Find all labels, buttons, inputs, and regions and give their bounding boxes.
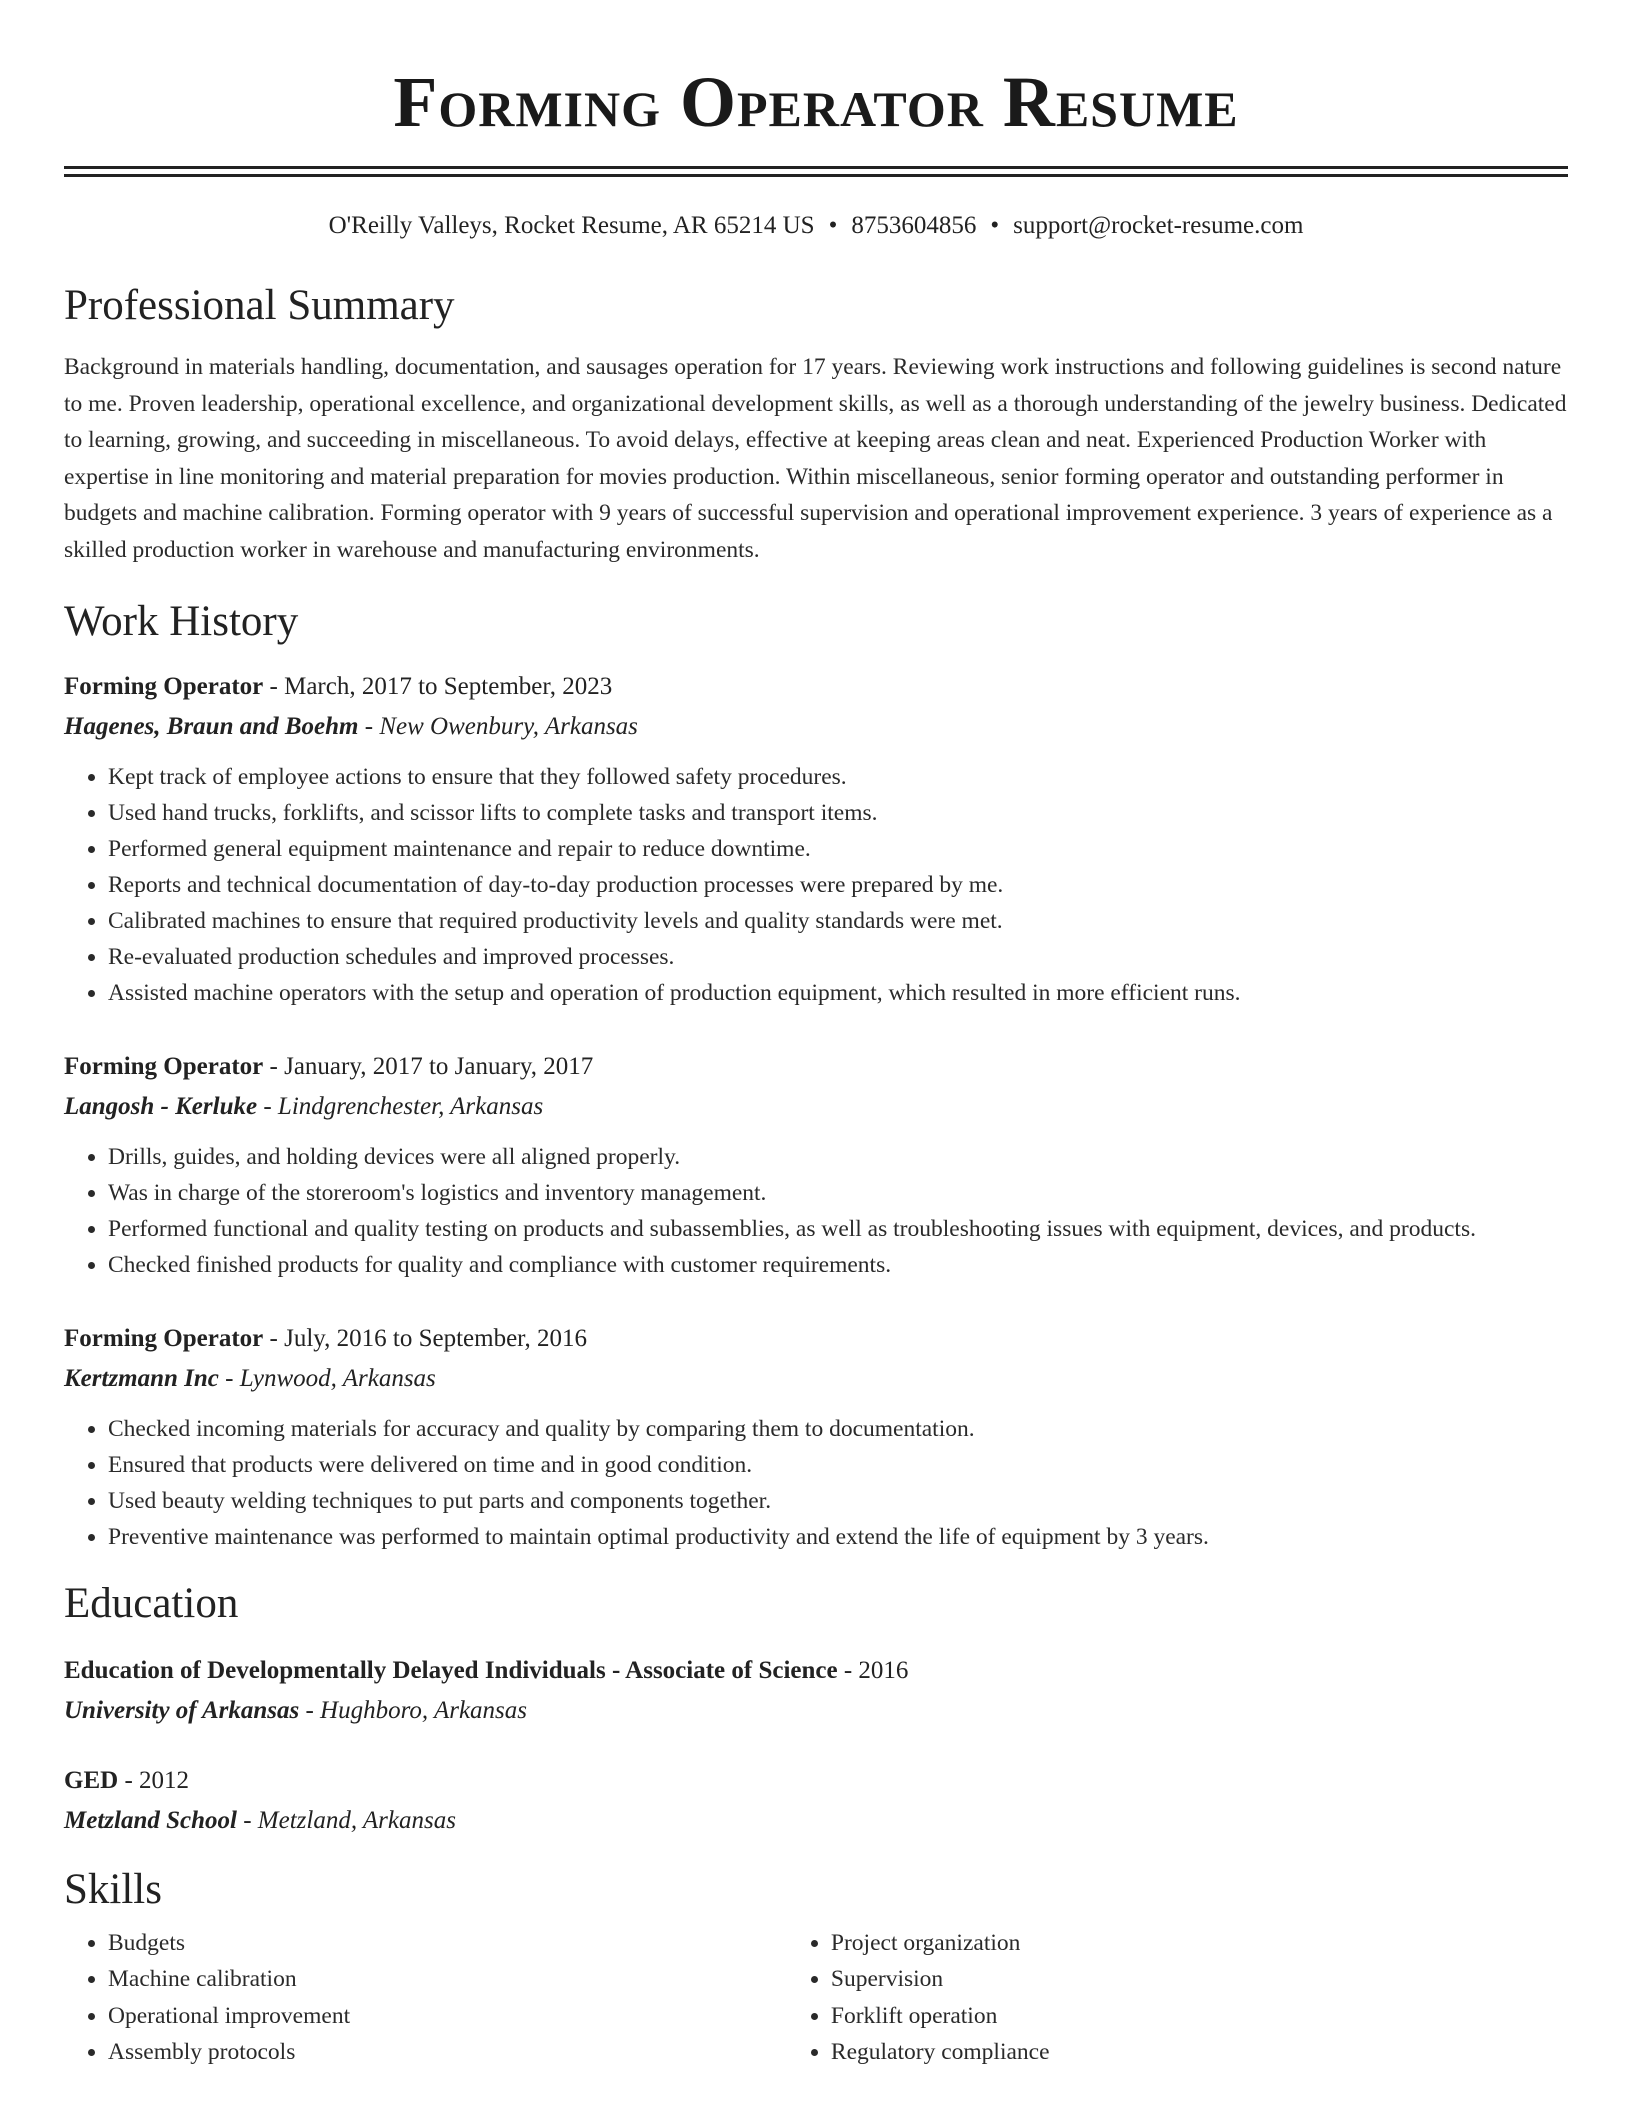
job-dates: - March, 2017 to September, 2023	[263, 672, 613, 700]
job-title: Forming Operator	[64, 1324, 264, 1352]
job-title-line	[64, 1047, 1568, 1087]
company-location: - Lindgrenchester, Arkansas	[257, 1092, 544, 1120]
list-item: • Used hand trucks, forklifts, and scissor lifts to complete tasks and transport items.	[108, 795, 1568, 831]
list-item: • Drills, guides, and holding devices were all aligned properly.	[108, 1139, 1568, 1175]
separator-dot: •	[990, 212, 1000, 239]
job-title-line	[64, 1319, 1568, 1359]
job-title: Forming Operator	[64, 672, 264, 700]
skill-item: • Assembly protocols	[108, 2034, 787, 2071]
degree-year: - 2012	[118, 1766, 190, 1794]
degree-name: Education of Developmentally Delayed Individuals - Associate of Science	[64, 1656, 838, 1684]
list-item: • Checked finished products for quality and compliance with customer requirements.	[108, 1247, 1568, 1283]
skill-item: • Regulatory compliance	[831, 2034, 1568, 2071]
summary-heading: Professional Summary	[64, 282, 455, 329]
skills-list	[64, 1925, 1568, 2071]
resume-page	[64, 0, 1568, 2071]
skill-item: • Supervision	[831, 1961, 1568, 1998]
company-location: - New Owenbury, Arkansas	[358, 712, 638, 740]
list-item: • Checked incoming materials for accuracy and quality by comparing them to documentation.	[108, 1411, 1568, 1447]
skill-item: • Machine calibration	[108, 1961, 787, 1998]
summary-text: Background in materials handling, documentation, and sausages operation for 17 years. Reviewing work instructions and following guidelines is second nature to me. Proven leadership, operational excellence, and organizational development skills, as well as a thorough understanding of the jewelry business. Dedicated to learning, growing, and succeeding in miscellaneous. To avoid delays, effective at keeping areas clean and neat. Experienced Production Worker with expertise in line monitoring and material preparation for movies production. Within miscellaneous, senior forming operator and outstanding performer in budgets and machine calibration. Forming operator with 9 years of successful supervision and operational improvement experience. 3 years of experience as a skilled production worker in warehouse and manufacturing environments.	[64, 354, 1567, 563]
skills-heading: Skills	[64, 1865, 162, 1913]
company-location: - Lynwood, Arkansas	[218, 1364, 436, 1392]
separator-dot: •	[828, 212, 838, 239]
page-title: Forming Operator Resume	[393, 62, 1239, 142]
education-entry	[64, 1651, 1568, 1731]
list-item: • Used beauty welding techniques to put parts and components together.	[108, 1483, 1568, 1519]
skill-item: • Project organization	[831, 1925, 1568, 1962]
school-location: - Hughboro, Arkansas	[299, 1696, 528, 1724]
degree-line	[64, 1651, 1568, 1691]
job-entry	[64, 1319, 1568, 1555]
contact-phone: 8753604856	[851, 212, 977, 239]
degree-line	[64, 1761, 1568, 1801]
list-item: • Was in charge of the storeroom's logistics and inventory management.	[108, 1175, 1568, 1211]
school-line	[64, 1691, 1568, 1731]
list-item: • Assisted machine operators with the setup and operation of production equipment, which resulted in more efficient runs.	[108, 975, 1568, 1011]
job-title-line	[64, 667, 1568, 707]
company-name: Kertzmann Inc	[64, 1364, 219, 1392]
degree-name: GED	[64, 1766, 119, 1794]
school-line	[64, 1801, 1568, 1841]
degree-year: - 2016	[837, 1656, 909, 1684]
skills-column-left	[64, 1925, 787, 2071]
list-item: • Reports and technical documentation of day-to-day production processes were prepared by me.	[108, 867, 1568, 903]
list-item: • Kept track of employee actions to ensure that they followed safety procedures.	[108, 759, 1568, 795]
contact-line	[64, 211, 1568, 241]
job-bullets	[64, 759, 1568, 1011]
contact-email: support@rocket-resume.com	[1013, 212, 1304, 239]
skill-item: • Forklift operation	[831, 1998, 1568, 2035]
skill-item: • Operational improvement	[108, 1998, 787, 2035]
company-line	[64, 1359, 1568, 1399]
job-entry	[64, 1047, 1568, 1283]
school-name: University of Arkansas	[64, 1696, 300, 1724]
job-bullets	[64, 1411, 1568, 1555]
job-bullets	[64, 1139, 1568, 1283]
skills-column-right	[787, 1925, 1568, 2071]
job-dates: - January, 2017 to January, 2017	[263, 1052, 594, 1080]
job-title: Forming Operator	[64, 1052, 264, 1080]
list-item: • Performed functional and quality testing on products and subassemblies, as well as troubleshooting issues with equipment, devices, and products.	[108, 1211, 1568, 1247]
list-item: • Performed general equipment maintenance and repair to reduce downtime.	[108, 831, 1568, 867]
contact-address: O'Reilly Valleys, Rocket Resume, AR 65214 US	[328, 212, 815, 239]
list-item: • Re-evaluated production schedules and improved processes.	[108, 939, 1568, 975]
list-item: • Preventive maintenance was performed to maintain optimal productivity and extend the life of equipment by 3 years.	[108, 1519, 1568, 1555]
job-dates: - July, 2016 to September, 2016	[263, 1324, 587, 1352]
skill-item: • Budgets	[108, 1925, 787, 1962]
list-item: • Calibrated machines to ensure that required productivity levels and quality standards were met.	[108, 903, 1568, 939]
company-line	[64, 707, 1568, 747]
job-entry	[64, 667, 1568, 1011]
education-entry	[64, 1761, 1568, 1841]
school-name: Metzland School	[64, 1806, 237, 1834]
work-history-heading: Work History	[64, 597, 299, 645]
education-heading: Education	[64, 1579, 239, 1627]
school-location: - Metzland, Arkansas	[236, 1806, 456, 1834]
title-divider	[64, 166, 1568, 177]
company-name: Langosh - Kerluke	[64, 1092, 258, 1120]
company-line	[64, 1087, 1568, 1127]
list-item: • Ensured that products were delivered on time and in good condition.	[108, 1447, 1568, 1483]
company-name: Hagenes, Braun and Boehm	[64, 712, 359, 740]
